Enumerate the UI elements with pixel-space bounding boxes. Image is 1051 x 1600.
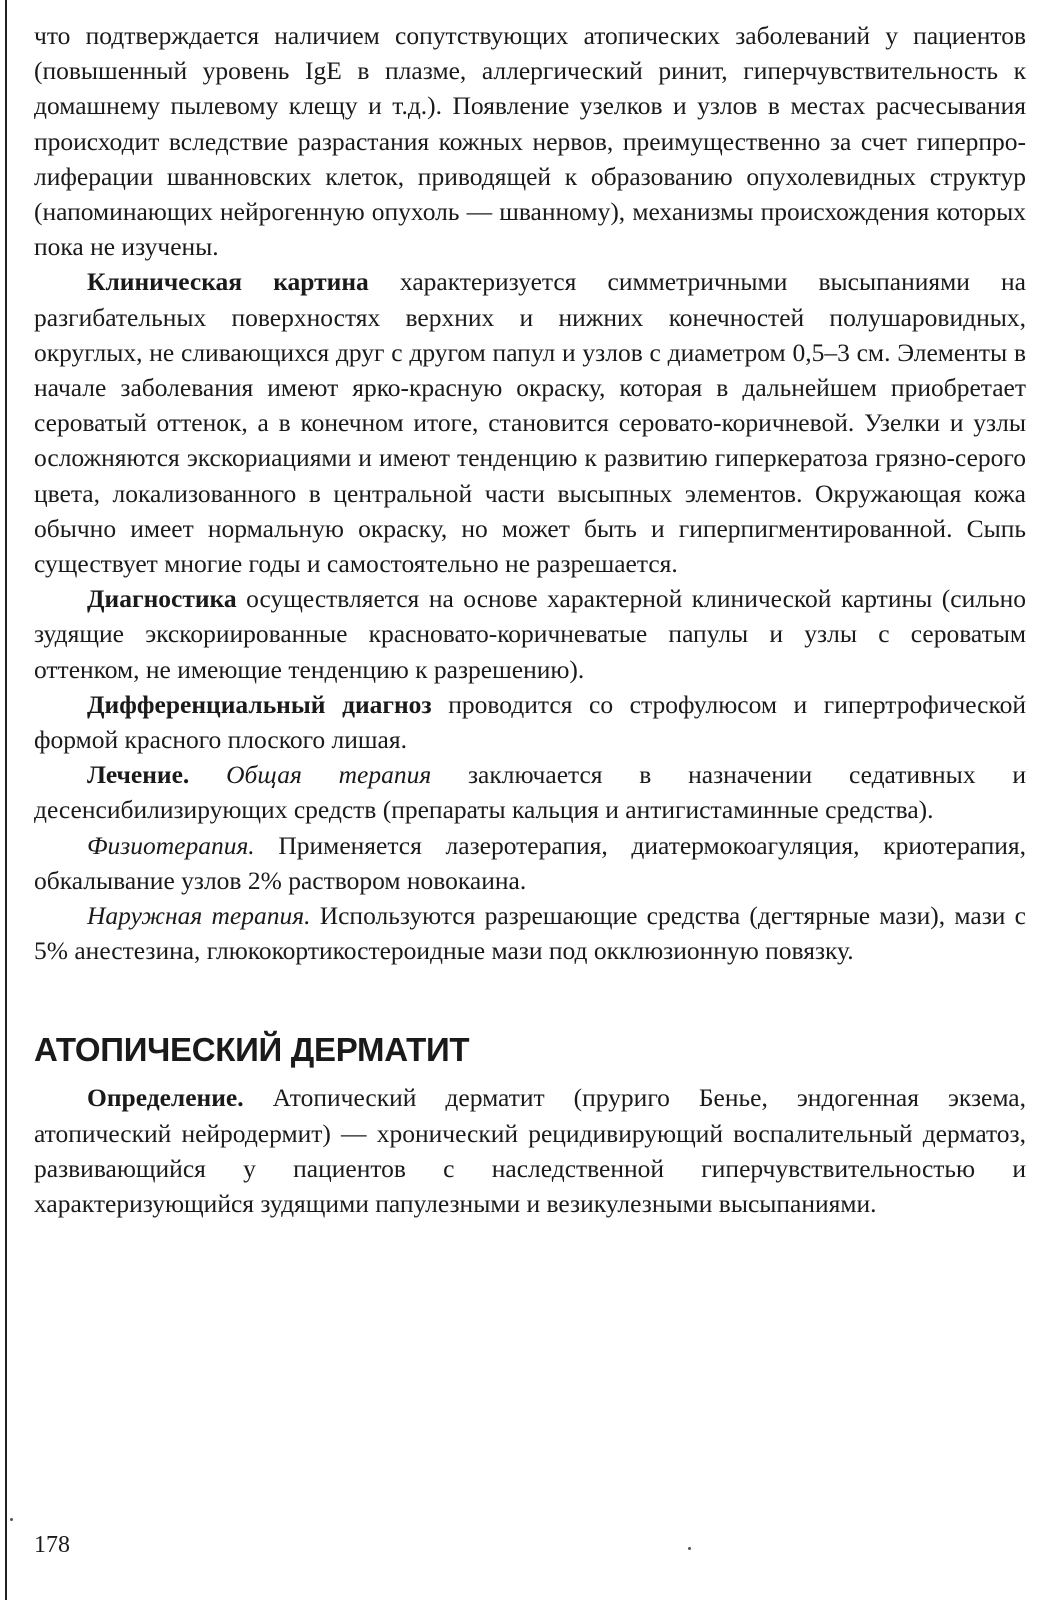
term-differential-diagnosis: Дифференциальный диагноз xyxy=(87,689,432,719)
term-external-therapy: Наружная терапия. xyxy=(87,901,311,931)
paragraph-treatment xyxy=(34,757,1026,827)
paragraph-clinical-picture xyxy=(34,264,1026,581)
page-edge-line xyxy=(5,0,7,1600)
paragraph-definition xyxy=(34,1080,1026,1221)
term-general-therapy: Общая терапия xyxy=(189,760,432,790)
term-physiotherapy: Физиотерапия. xyxy=(87,830,255,860)
paragraph-external-therapy xyxy=(34,898,1026,968)
paragraph-physiotherapy xyxy=(34,828,1026,898)
page-number: 178 xyxy=(34,1532,70,1558)
paragraph-text: характеризуется симметричными высыпаниями на разгибательных поверхностях верхних и нижних конечностей полушаровидных, округлых, не сливающихся друг с другом папул и узлов с диаметром 0,5–3 см. Элементы в начале заболевания имеют ярко-красную окраску, которая в дальнейшем приобретает сероватый оттенок, а в конечном итоге, становится серовато-коричневой. Узелки и узлы осложняются экскориациями и имеют тенденцию к развитию гиперкератоза грязно-серого цвета, локализованного в центральной части высыпных элементов. Окружающая кожа обычно имеет нормальную окраску, но может быть и гиперпигментированной. Сыпь существует многие годы и самостоятельно не разрешается. xyxy=(34,267,1026,579)
paragraph-text: Атопический дерматит (пруриго Бенье, эндогенная экзема, атопический нейродермит) — хронический рецидивирующий воспалительный дерматоз, развивающийся у пациентов с наследственной гиперчувствительностью и характеризующийся зудящими папулезными и везикулезными высыпаниями. xyxy=(34,1083,1026,1219)
page-content xyxy=(34,18,1026,1221)
paragraph-diagnostics xyxy=(34,581,1026,687)
term-definition: Определение. xyxy=(87,1083,244,1113)
paragraph-text: Используются разрешающие средства (дегтярные мази), мази с 5% анестезина, глюкокортикостероидные мази под окклюзионную повязку. xyxy=(34,901,1026,966)
term-diagnostics: Диагностика xyxy=(87,584,237,614)
section-heading: АТОПИЧЕСКИЙ ДЕРМАТИТ xyxy=(34,1031,470,1069)
paragraph-text: осуществляется на основе характерной клинической картины (сильно зудящие экскориированные красновато-коричневатые папулы и узлы с сероватым оттенком, не имеющие тенденцию к разрешению). xyxy=(34,584,1026,684)
paragraph-intro-continuation xyxy=(34,18,1026,264)
term-treatment: Лечение. xyxy=(87,760,190,790)
paragraph-differential-diagnosis xyxy=(34,687,1026,757)
term-clinical-picture: Клиническая картина xyxy=(87,267,369,297)
paragraph-text: что подтверждается наличием сопутствующих атопических заболеваний у пациентов (повышенный уровень IgE в плазме, аллергический ринит, гиперчувствительность к домашнему пылевому клещу и т.д.). Появление узелков и узлов в местах расчесывания происходит вследствие разрастания кожных нервов, преимущественно за счет гиперпролиферации шванновских клеток, приводящей к образованию опухолевидных структур (напоминающих нейрогенную опухоль — шванному), механизмы происхождения которых пока не изучены. xyxy=(34,21,1026,262)
paragraph-text: проводится со строфулюсом и гипертрофической формой красного плоского лишая. xyxy=(34,689,1026,755)
speck-mark xyxy=(10,1518,13,1521)
paragraph-text: заключается в назначении седативных и десенсибилизирующих средств (препараты кальция и антигистаминные средства). xyxy=(34,760,1026,825)
paragraph-text: Применяется лазеротерапия, диатермокоагуляция, криотерапия, обкалывание узлов 2% раствором новокаина. xyxy=(34,830,1026,895)
speck-mark xyxy=(688,1547,691,1550)
